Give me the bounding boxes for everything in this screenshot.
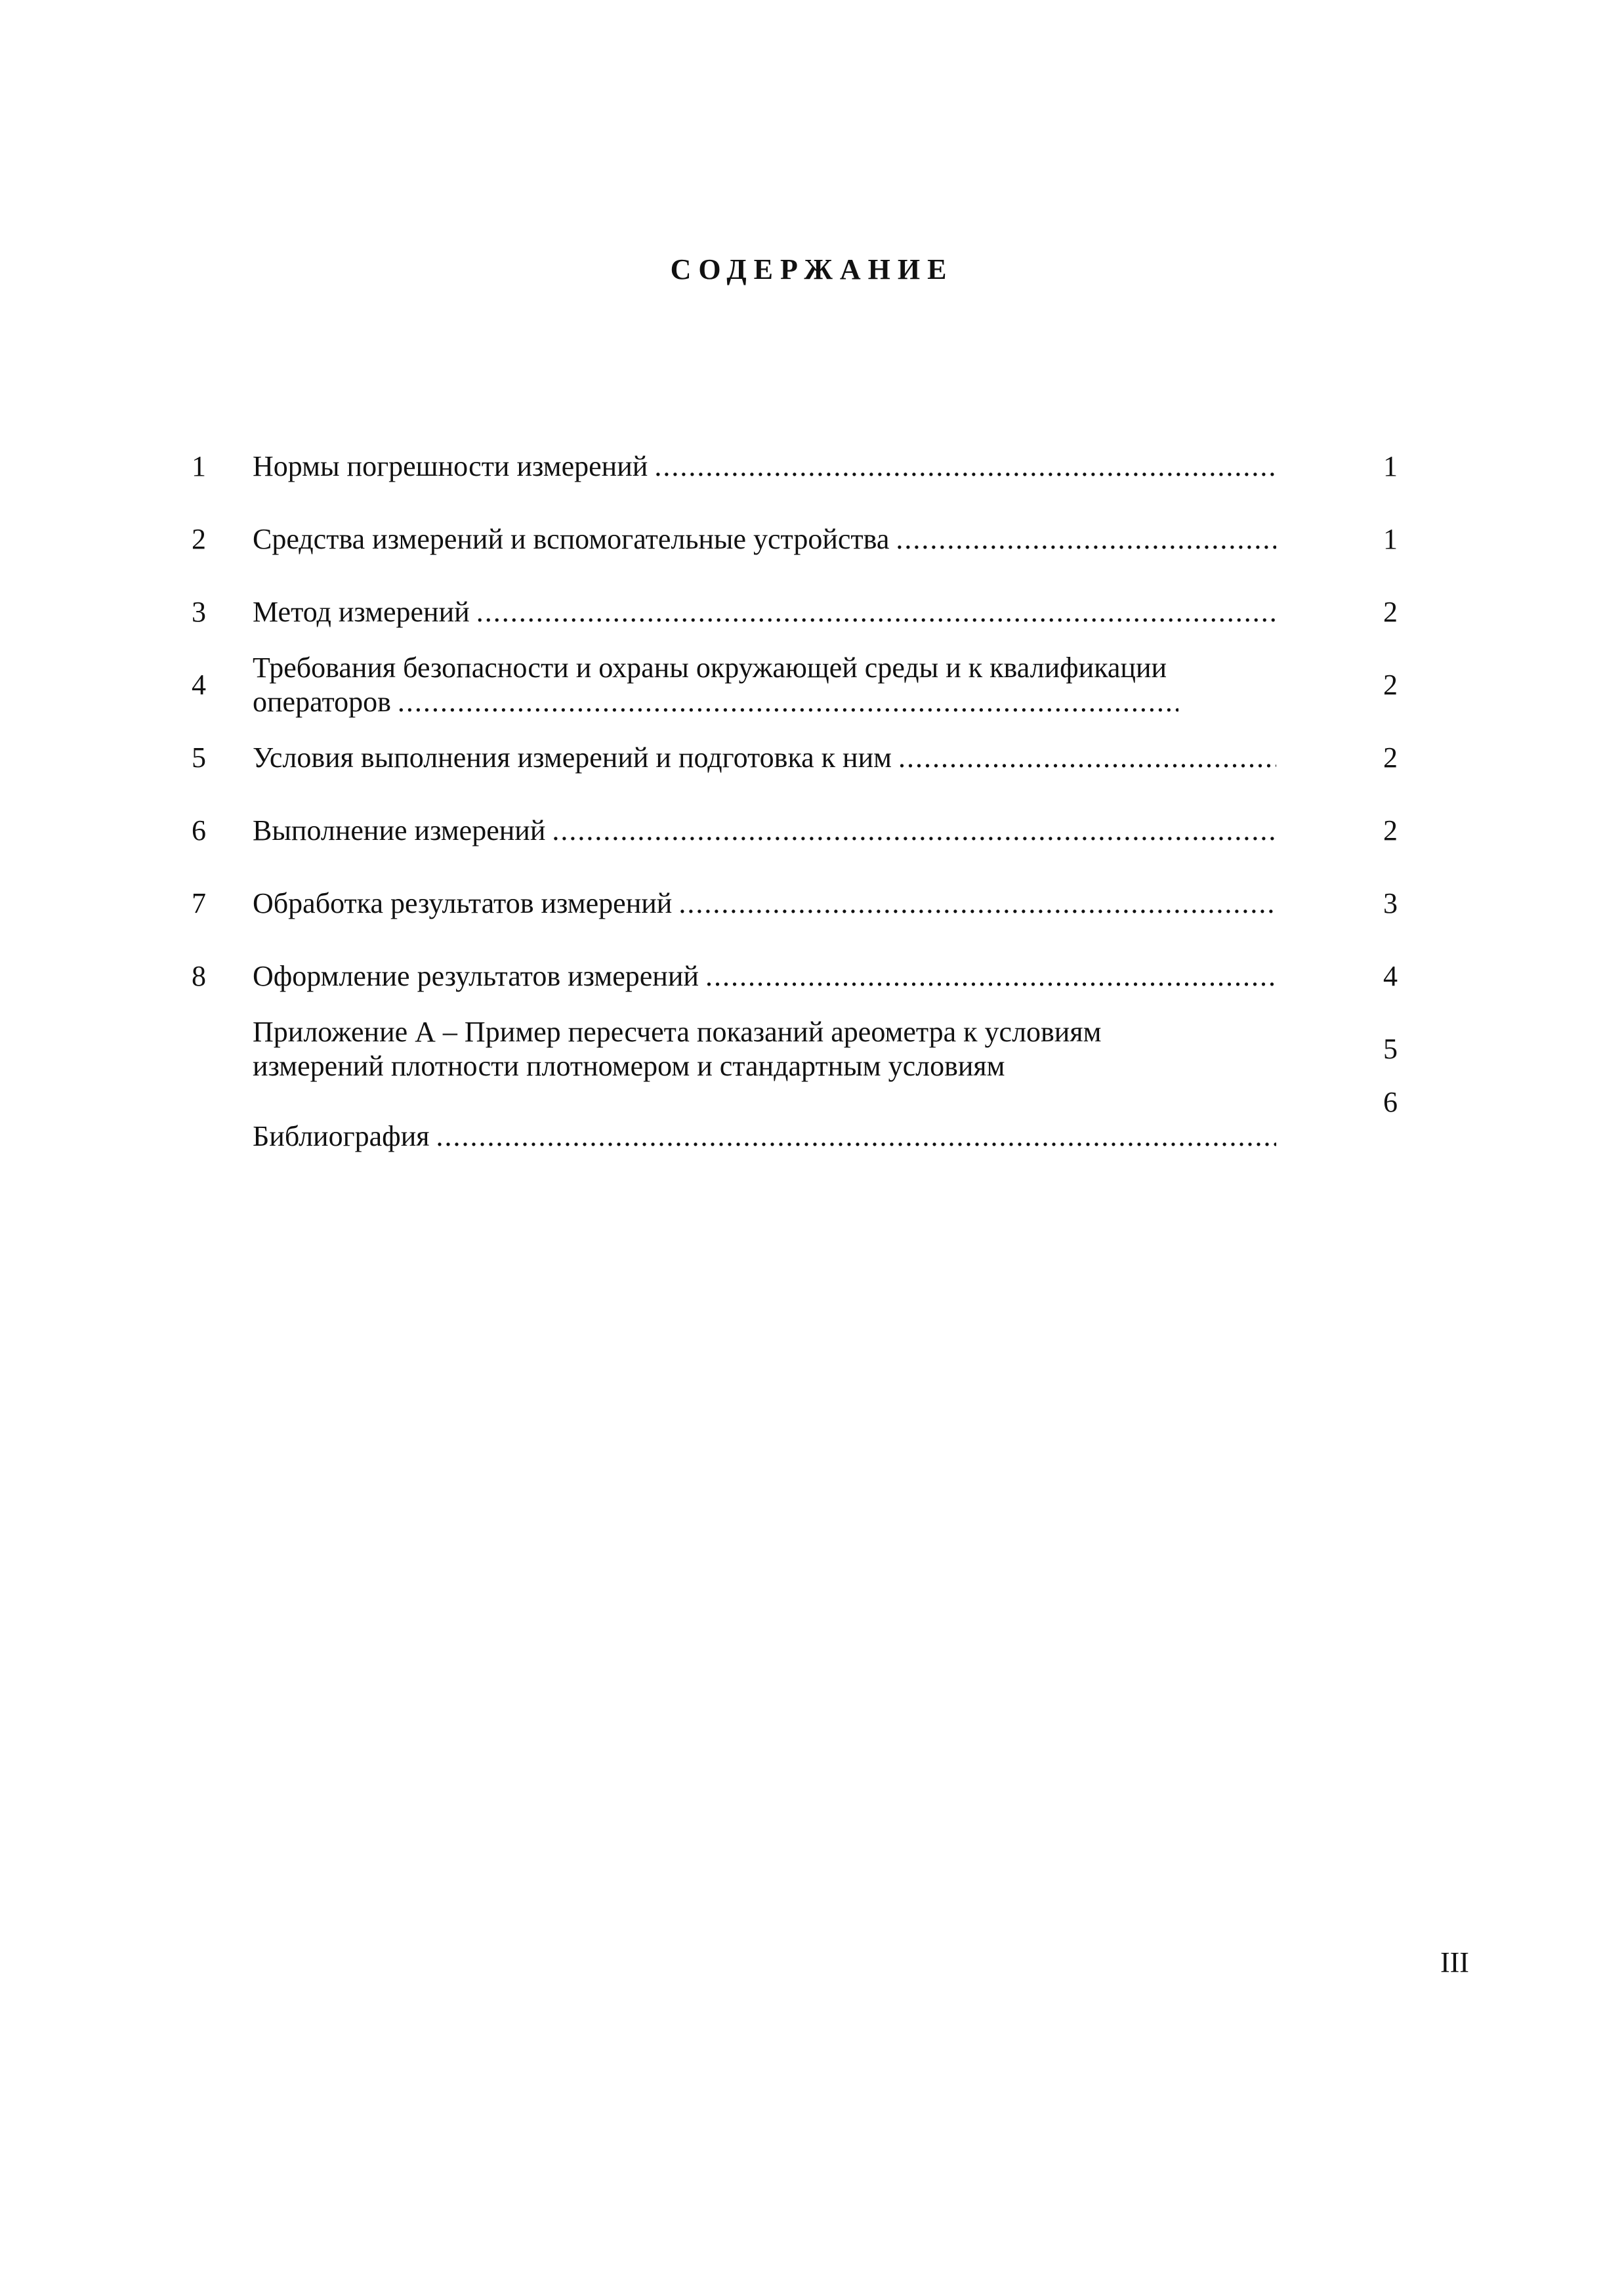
toc-entry-title: Условия выполнения измерений и подготовка к ним [253,741,892,774]
toc-entry-title-with-leader [253,449,1276,484]
toc-entry-number: 2 [192,523,206,555]
toc-entry-title: Нормы погрешности измерений [253,449,648,482]
toc-entry-title: Выполнение измерений [253,814,546,846]
toc-entry-title-with-leader [253,814,1276,848]
toc-entry-page: 4 [1383,960,1398,992]
toc-entry-page: 2 [1383,814,1398,846]
toc-entry[interactable] [177,940,1398,1012]
toc-entry-page: 2 [1383,741,1398,774]
toc-entry-title-with-leader [253,887,1276,921]
toc-entry-number: 5 [192,741,206,774]
toc-entry-number: 8 [192,960,206,992]
toc-entry-title-line1: Требования безопасности и охраны окружающей среды и к квалификации [253,651,1167,684]
toc-entry-title-with-leader [253,595,1276,629]
toc-dot-leader [898,741,1276,775]
toc-dot-leader [436,1119,1276,1154]
toc-entry-title-block [253,1015,1276,1083]
toc-dot-leader [705,959,1276,993]
toc-entry-number: 7 [192,887,206,919]
toc-entry-title-line2: операторов [253,685,391,718]
toc-entry-title-block [253,651,1276,719]
toc-entry-title-with-leader [253,1085,1276,1154]
toc-entry[interactable] [177,867,1398,940]
toc-entry-title: Средства измерений и вспомогательные устройства [253,522,890,555]
toc-entry-title: Обработка результатов измерений [253,887,673,919]
toc-entry-title: Метод измерений [253,595,470,628]
toc-entry-title-with-leader [253,741,1276,775]
toc-entry-number: 1 [192,450,206,482]
toc-entry-page: 2 [1383,596,1398,628]
toc-entry[interactable] [177,648,1398,721]
toc-entry[interactable] [177,721,1398,794]
toc-entry-title-with-leader [253,685,1276,719]
toc-dot-leader [398,685,1178,719]
toc-dot-leader [896,522,1276,556]
toc-entry-title-line2: измерений плотности плотномером и стандартным условиям [253,1049,1005,1082]
toc-dot-leader [654,449,1276,484]
table-of-contents [177,430,1398,1158]
toc-entry[interactable] [177,575,1398,648]
toc-entry-page: 2 [1383,669,1398,701]
toc-dot-leader [552,814,1276,848]
toc-entry-title: Оформление результатов измерений [253,959,699,992]
toc-entry-number: 6 [192,814,206,846]
toc-dot-leader [476,595,1276,629]
toc-entry-number: 3 [192,596,206,628]
toc-dot-leader [678,887,1276,921]
toc-entry[interactable] [177,430,1398,503]
toc-entry-title-with-leader [253,522,1276,556]
toc-entry[interactable] [177,794,1398,867]
toc-entry-page: 1 [1383,523,1398,555]
page-number: III [1440,1946,1469,1978]
toc-entry-page: 6 [1383,1086,1398,1118]
page-title: СОДЕРЖАНИЕ [670,253,954,285]
toc-entry-page: 5 [1383,1033,1398,1065]
toc-entry-page: 1 [1383,450,1398,482]
toc-entry-bibliography[interactable] [177,1085,1398,1158]
toc-entry-title-with-leader [253,959,1276,993]
toc-entry-page: 3 [1383,887,1398,919]
toc-entry-appendix[interactable] [177,1012,1398,1085]
toc-entry[interactable] [177,503,1398,575]
toc-entry-number: 4 [192,669,206,701]
toc-entry-title-line1: Приложение А – Пример пересчета показаний ареометра к условиям [253,1015,1102,1048]
toc-entry-title: Библиография [253,1120,430,1152]
